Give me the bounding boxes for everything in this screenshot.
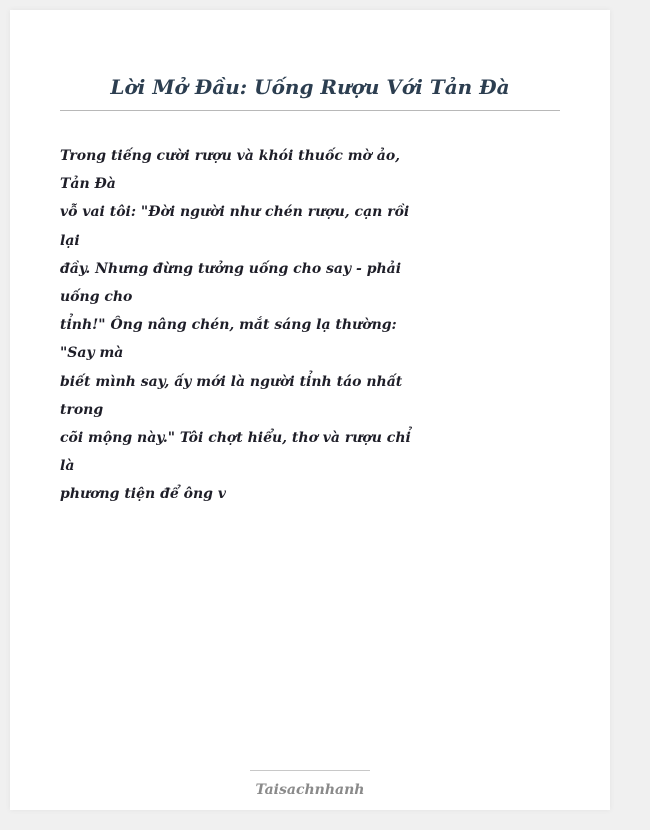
text-line: Trong tiếng cười rượu và khói thuốc mờ ảo, [60,148,401,164]
title-divider [60,110,560,111]
text-line: cõi mộng này." Tôi chợt hiểu, thơ và rượu chỉ [60,430,411,447]
body-text [60,142,411,509]
text-line: "Say mà [60,345,124,362]
text-line: uống cho [60,289,133,306]
footer-divider [250,770,370,771]
text-line: đầy. Nhưng đừng tưởng uống cho say - phải [60,260,402,277]
text-line: tỉnh!" Ông nâng chén, mắt sáng lạ thường: [60,317,397,334]
text-line: Tản Đà [60,176,116,193]
text-line: là [60,458,75,475]
footer-text: Taisachnhanh [255,782,365,798]
document-page [10,10,610,810]
text-line: vỗ vai tôi: "Đời người như chén rượu, cạn rồi [60,204,410,221]
text-line: biết mình say, ấy mới là người tỉnh táo nhất [60,373,403,390]
text-line: phương tiện để ông v [60,486,226,503]
text-line: lại [60,232,80,249]
text-line: trong [60,401,104,418]
page-title: Lời Mở Đầu: Uống Rượu Với Tản Đà [110,75,510,99]
